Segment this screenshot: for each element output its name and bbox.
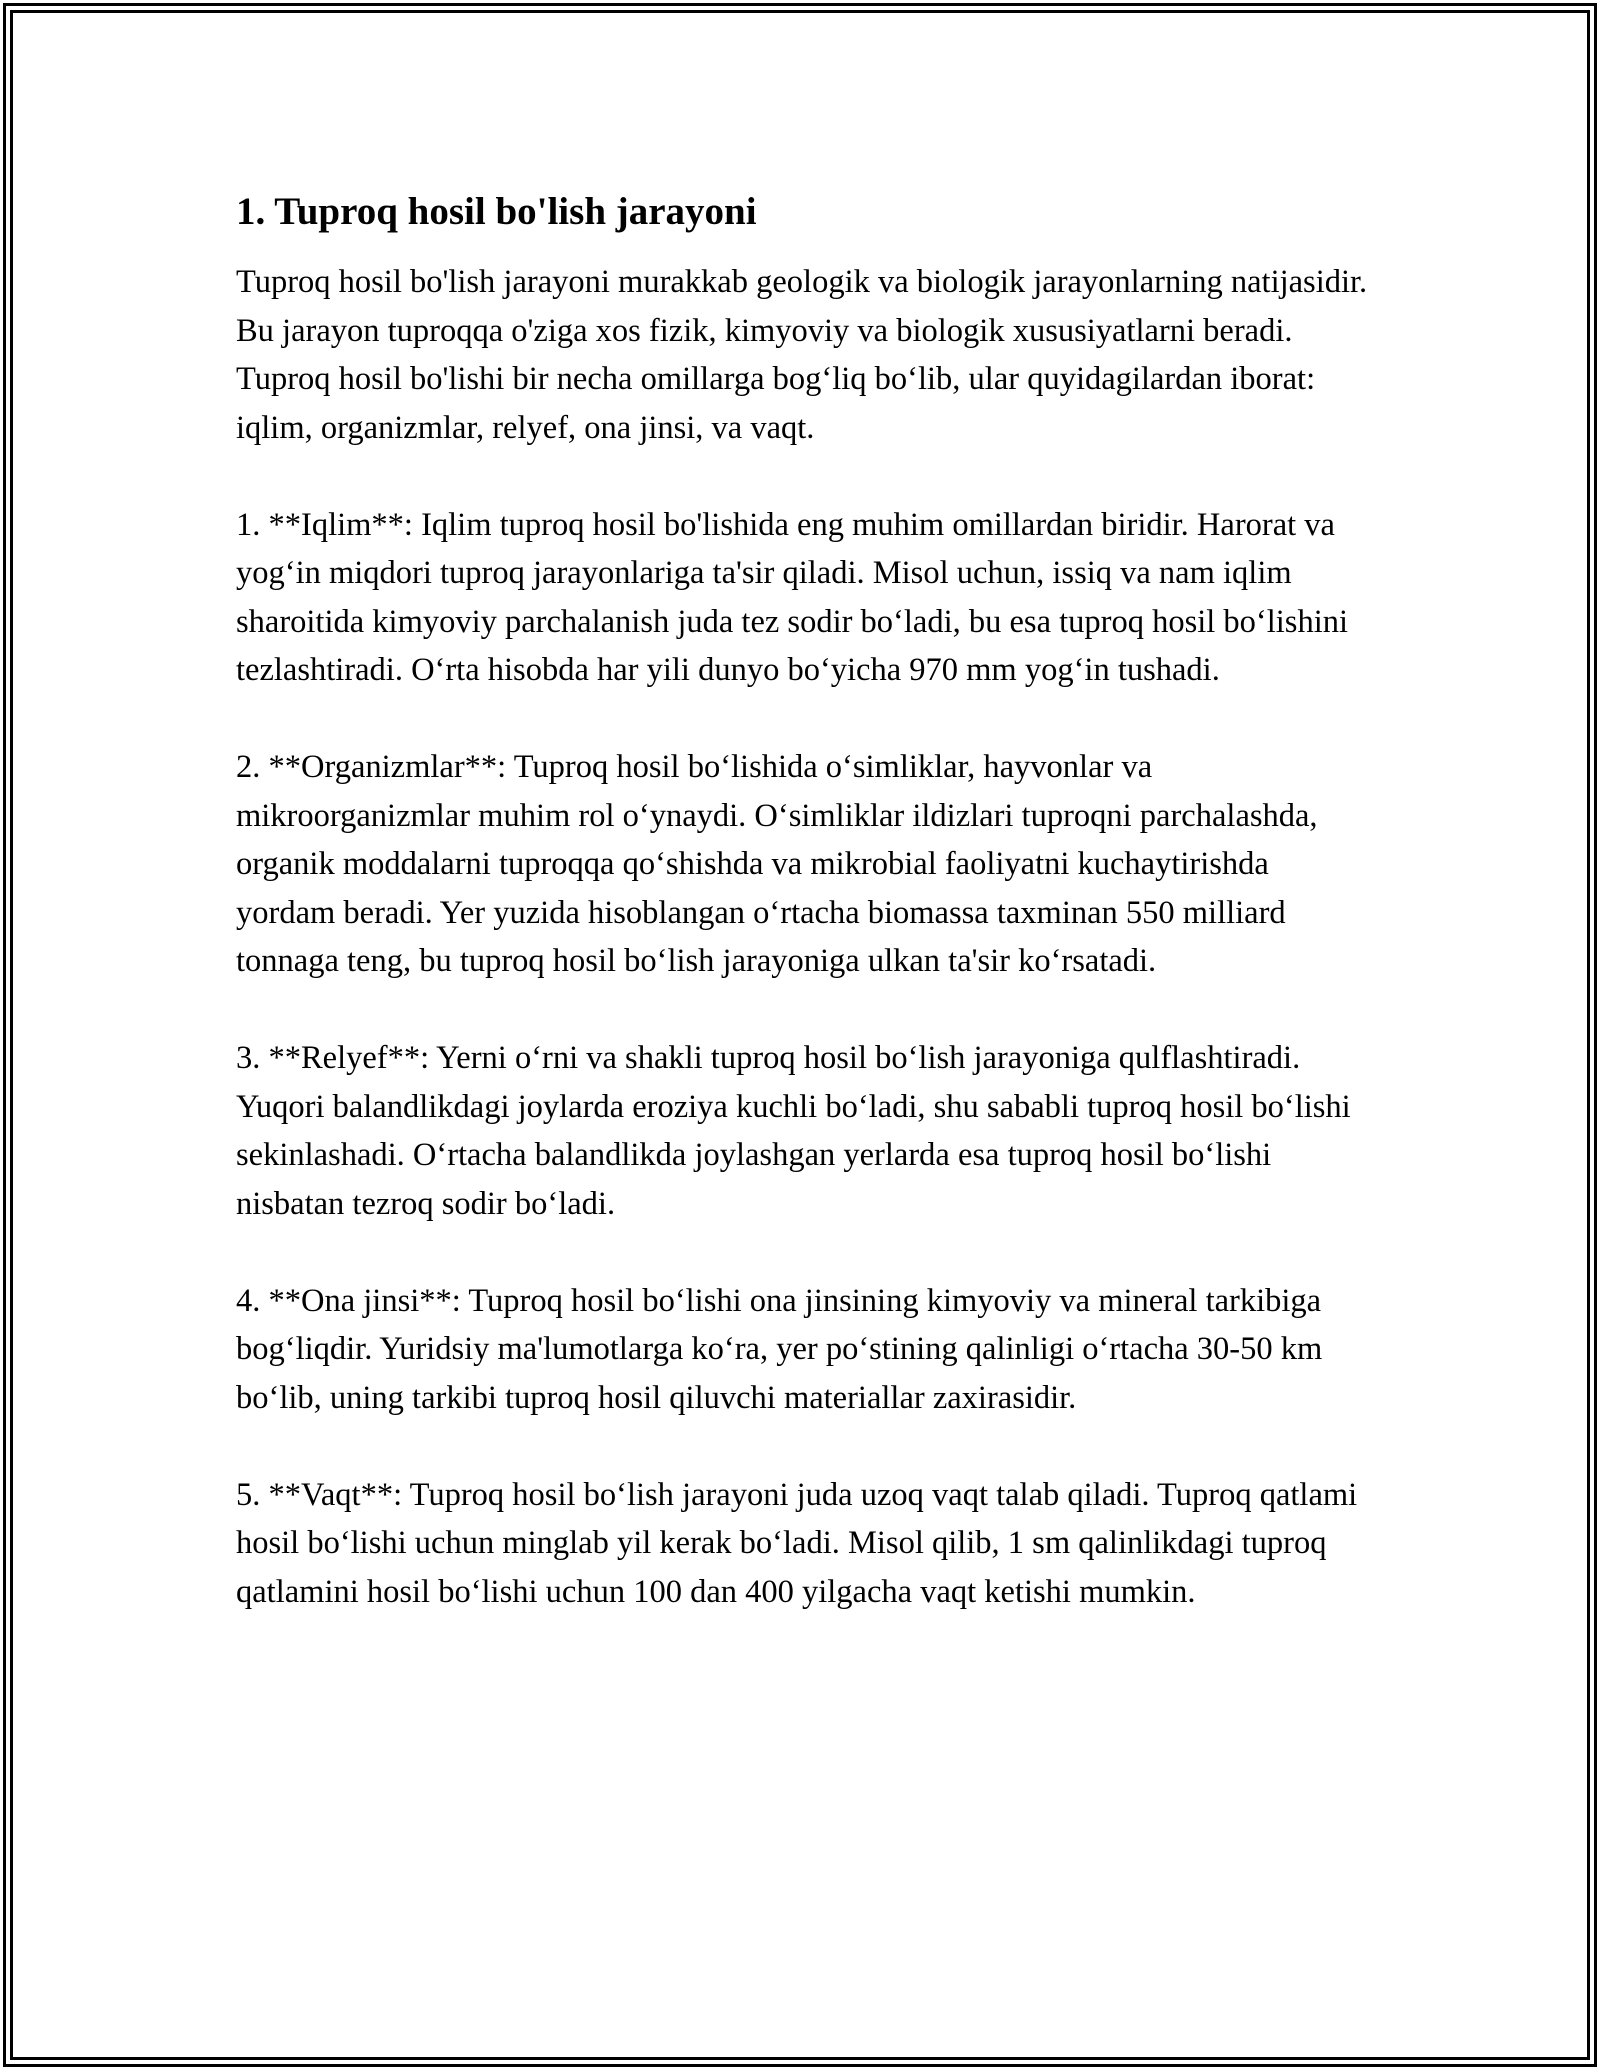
intro-paragraph: Tuproq hosil bo'lish jarayoni murakkab geologik va biologik jarayonlarning natijasidir. Bu jarayon tuproqqa o'ziga xos fizik, kimyoviy va biologik xususiyatlarni beradi. Tuproq hosil bo'lishi bir necha omillarga bog‘liq bo‘lib, ular quyidagilardan iborat: iqlim, organizmlar, relyef, ona jinsi, va vaqt. xyxy=(236,264,1368,446)
document-body xyxy=(236,186,1376,1665)
paragraph-relief: 3. **Relyef**: Yerni o‘rni va shakli tuproq hosil bo‘lish jarayoniga qulflashtiradi. Yuqori balandlikdagi joylarda eroziya kuchli bo‘ladi, shu sababli tuproq hosil bo‘lishi sekinlashadi. O‘rtacha balandlikda joylashgan yerlarda esa tuproq hosil bo‘lishi nisbatan tezroq sodir bo‘ladi. xyxy=(236,1040,1351,1222)
paragraph-time: 5. **Vaqt**: Tuproq hosil bo‘lish jarayoni juda uzoq vaqt talab qiladi. Tuproq qatlami hosil bo‘lishi uchun minglab yil kerak bo‘ladi. Misol qilib, 1 sm qalinlikdagi tuproq qatlamini hosil bo‘lishi uchun 100 dan 400 yilgacha vaqt ketishi mumkin. xyxy=(236,1476,1358,1610)
page-title: 1. Tuproq hosil bo'lish jarayoni xyxy=(236,190,757,233)
paragraph-climate: 1. **Iqlim**: Iqlim tuproq hosil bo'lishida eng muhim omillardan biridir. Harorat va yog‘in miqdori tuproq jarayonlariga ta'sir qiladi. Misol uchun, issiq va nam iqlim sharoitida kimyoviy parchalanish juda tez sodir bo‘ladi, bu esa tuproq hosil bo‘lishini tezlashtiradi. O‘rta hisobda har yili dunyo bo‘yicha 970 mm yog‘in tushadi. xyxy=(236,506,1349,688)
paragraph-organisms: 2. **Organizmlar**: Tuproq hosil bo‘lishida o‘simliklar, hayvonlar va mikroorganizmlar muhim rol o‘ynaydi. O‘simliklar ildizlari tuproqni parchalashda, organik moddalarni tuproqqa qo‘shishda va mikrobial faoliyatni kuchaytirishda yordam beradi. Yer yuzida hisoblangan o‘rtacha biomassa taxminan 550 milliard tonnaga teng, bu tuproq hosil bo‘lish jarayoniga ulkan ta'sir ko‘rsatadi. xyxy=(236,749,1318,979)
paragraph-parent-rock: 4. **Ona jinsi**: Tuproq hosil bo‘lishi ona jinsining kimyoviy va mineral tarkibiga bog‘liqdir. Yuridsiy ma'lumotlarga ko‘ra, yer po‘stining qalinligi o‘rtacha 30-50 km bo‘lib, uning tarkibi tuproq hosil qiluvchi materiallar zaxirasidir. xyxy=(236,1282,1323,1416)
